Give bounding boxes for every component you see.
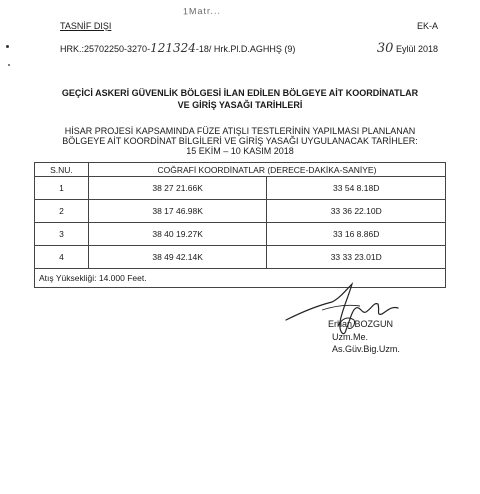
cell-sn: 2 xyxy=(35,200,89,223)
table-row xyxy=(35,223,446,246)
subtitle-line-3: 15 EKİM – 10 KASIM 2018 xyxy=(186,146,294,156)
date-day-handwritten: 30 xyxy=(376,41,394,56)
cell-sn: 3 xyxy=(35,223,89,246)
cell-longitude: 33 54 8.18D xyxy=(267,177,446,200)
signatory-rank: Uzm.Me. xyxy=(332,332,368,342)
signatory-name: Erhan BOZGUN xyxy=(328,319,394,329)
document-subtitle xyxy=(40,126,440,156)
cell-latitude: 38 40 19.27K xyxy=(88,223,267,246)
punch-mark xyxy=(6,45,9,48)
cell-latitude: 38 27 21.66K xyxy=(88,177,267,200)
document-date xyxy=(377,41,438,56)
subtitle-line-2: BÖLGEYE AİT KOORDİNAT BİLGİLERİ VE GİRİŞ YASAĞI UYGULANACAK TARİHLER: xyxy=(62,136,418,146)
signatory-title: As.Güv.Big.Uzm. xyxy=(332,344,400,354)
reference-suffix: -18/ Hrk.Pl.D.AGHHŞ (9) xyxy=(195,44,296,54)
cell-longitude: 33 36 22.10D xyxy=(267,200,446,223)
title-line-2: VE GİRİŞ YASAĞI TARİHLERİ xyxy=(177,100,303,110)
table-row xyxy=(35,200,446,223)
received-stamp: 1Matr... xyxy=(182,5,222,17)
cell-longitude: 33 16 8.86D xyxy=(267,223,446,246)
reference-handwritten: 121324 xyxy=(150,41,196,55)
annex-label: EK-A xyxy=(416,21,438,31)
cell-sn: 1 xyxy=(35,177,89,200)
document-title xyxy=(40,87,440,111)
coordinates-table xyxy=(34,162,446,288)
date-month-year: Eylül 2018 xyxy=(395,44,438,54)
reference-prefix: HRK.:25702250-3270- xyxy=(60,44,151,54)
cell-latitude: 38 17 46.98K xyxy=(88,200,267,223)
reference-number xyxy=(60,41,295,55)
table-row xyxy=(35,246,446,269)
column-header-coordinates: COĞRAFİ KOORDİNATLAR (DERECE-DAKİKA-SANİYE) xyxy=(88,163,445,177)
cell-sn: 4 xyxy=(35,246,89,269)
cell-longitude: 33 33 23.01D xyxy=(267,246,446,269)
classification-label: TASNİF DIŞI xyxy=(60,21,112,31)
subtitle-line-1: HİSAR PROJESİ KAPSAMINDA FÜZE ATIŞLI TESTLERİNİN YAPILMASI PLANLANAN xyxy=(64,126,416,136)
title-line-1: GEÇİCİ ASKERİ GÜVENLİK BÖLGESİ İLAN EDİLEN BÖLGEYE AİT KOORDİNATLAR xyxy=(61,88,419,98)
cell-latitude: 38 49 42.14K xyxy=(88,246,267,269)
column-header-sn: S.NU. xyxy=(35,163,89,177)
firing-altitude-note: Atış Yüksekliği: 14.000 Feet. xyxy=(35,269,446,288)
table-header-row xyxy=(35,163,446,177)
punch-mark xyxy=(8,64,10,66)
table-row xyxy=(35,177,446,200)
